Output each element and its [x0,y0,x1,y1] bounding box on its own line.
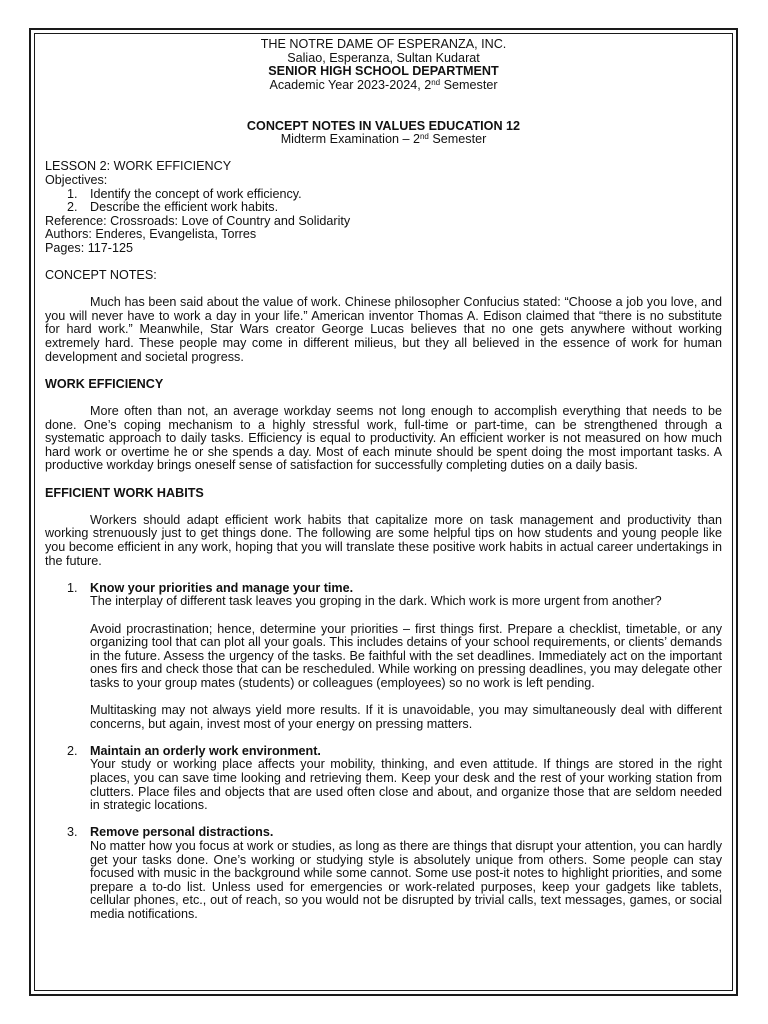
school-header [45,38,722,92]
habit-paragraph: The interplay of different task leaves you groping in the dark. Which work is more urgent from another? [90,594,662,609]
document-content [45,38,722,922]
work-efficiency-paragraph: More often than not, an average workday seems not long enough to accomplish everything that needs to be done. One’s coping mechanism to a highly stressful work, full-time or part-time, can be strengthened through a systematic approach to daily tasks. Efficiency is equal to productivity. An efficient worker is not measured on how much hard work or overtime he or she spends a day. Most of each minute should be spent doing the most important tasks. A productive workday brings oneself sense of satisfaction for successfully completing duties on a daily basis. [45,404,722,473]
habit-paragraph: Avoid procrastination; hence, determine your priorities – first things first. Prepare a checklist, timetable, or any organizing tool that can plot all your goals. This includes detains of your school requirements, or clients’ demands in the future. Assess the urgency of the tasks. Be faithful with the set deadlines. Immediately act on the important ones firs and check those that can be rescheduled. While working on pressing deadlines, you may delegate other tasks to your group mates (students) or colleagues (employees) so no work is left pending. [90,621,722,690]
pages-line: Pages: 117-125 [45,240,133,255]
authors-line: Authors: Enderes, Evangelista, Torres [45,227,257,242]
habit-paragraph: Multitasking may not always yield more results. If it is unavoidable, you may simultaneously deal with different concerns, but again, invest most of your energy on pressing matters. [90,703,722,731]
document-title-block [45,120,722,147]
school-address: Saliao, Esperanza, Sultan Kudarat [287,50,480,65]
work-efficiency-heading: WORK EFFICIENCY [45,376,164,391]
efficient-work-habits-paragraph: Workers should adapt efficient work habits that capitalize more on task management and productivity than working strenuously just to get things done. The following are some helpful tips on how students and young people like you become efficient in any work, hoping that you will translate these positive work habits in actual career undertakings in the future. [45,512,722,568]
lesson-info [45,160,722,255]
habit-item: 1. Know your priorities and manage your time. The interplay of different task leaves you groping in the dark. Which work is more urgent from another? Avoid procrastination; hence, determine your priorities – first things first. Prepare a checklist, timetable, or any organizing tool that can plot all your goals. This includes detains of your school requirements, or clients’ demands in the future. Assess the urgency of the tasks. Be faithful with the set deadlines. Immediately act on the important ones firs and check those that can be rescheduled. While working on pressing deadlines, you may delegate other tasks to your group mates (students) or colleagues (employees) so no work is left pending. Multitasking may not always yield more results. If it is unavoidable, you may simultaneously deal with different concerns, but again, invest most of your energy on pressing matters. [67,580,722,731]
department-name: SENIOR HIGH SCHOOL DEPARTMENT [268,64,499,79]
lesson-title: LESSON 2: WORK EFFICIENCY [45,159,232,174]
habit-title: Know your priorities and manage your time. [90,580,354,595]
objective-item: 1. Identify the concept of work efficiency. [67,186,302,201]
reference-line: Reference: Crossroads: Love of Country and Solidarity [45,213,351,228]
habit-item: 2. Maintain an orderly work environment. Your study or working place affects your mobility, thinking, and even attitude. If things are stored in the right places, you can save time looking and retrieving them. Keep your desk and the rest of your working station from clutters. Place files and objects that are used often close and about, and organize those that are seldom needed in strategic locations. [67,743,722,813]
habit-title: Maintain an orderly work environment. [90,743,321,758]
habit-item: 3. Remove personal distractions. No matter how you focus at work or studies, as long as there are things that disrupt your attention, you can hardly get your tasks done. One’s working or studying style is absolutely unique from others. Some people can stay focused with music in the background while some cannot. Some use post-it notes to highlight priorities, and some prepare a to-do list. Unless used for emergencies or work-related purposes, keep your gadgets like tablets, cellular phones, etc., out of reach, so you would not be disrupted by trivial calls, text messages, games, or social media notifications. [67,825,722,921]
intro-paragraph: Much has been said about the value of work. Chinese philosopher Confucius stated: “Choose a job you love, and you will never have to work a day in your life.” American inventor Thomas A. Edison claimed that “there is no substitute for hard work.” Meanwhile, Star Wars creator George Lucas believes that no one gets anywhere without working extremely hard. These people may come in different milieus, but they all believed in the essence of work for human development and societal progress. [45,295,722,364]
habit-title: Remove personal distractions. [90,825,274,840]
objective-item: 2. Describe the efficient work habits. [67,200,279,215]
document-title: CONCEPT NOTES IN VALUES EDUCATION 12 [246,118,521,133]
habit-paragraph: No matter how you focus at work or studies, as long as there are things that disrupt your attention, you can hardly get your tasks done. One’s working or studying style is absolutely unique from others. Some people can stay focused with music in the background while some cannot. Some use post-it notes to highlight priorities, and some prepare a to-do list. Unless used for emergencies or work-related purposes, keep your gadgets like tablets, cellular phones, etc., out of reach, so you would not be disrupted by trivial calls, text messages, games, or social media notifications. [90,839,722,921]
objectives-label: Objectives: [45,172,108,187]
concept-notes-label: CONCEPT NOTES: [45,268,157,283]
school-name: THE NOTRE DAME OF ESPERANZA, INC. [260,37,507,51]
academic-year: Academic Year 2023-2024, 2nd Semester [269,77,498,92]
efficient-work-habits-heading: EFFICIENT WORK HABITS [45,485,204,500]
habit-paragraph: Your study or working place affects your mobility, thinking, and even attitude. If things are stored in the right places, you can save time looking and retrieving them. Keep your desk and the rest of your working station from clutters. Place files and objects that are used often close and about, and organize those that are seldom needed in strategic locations. [90,757,722,813]
document-subtitle: Midterm Examination – 2nd Semester [280,132,487,147]
